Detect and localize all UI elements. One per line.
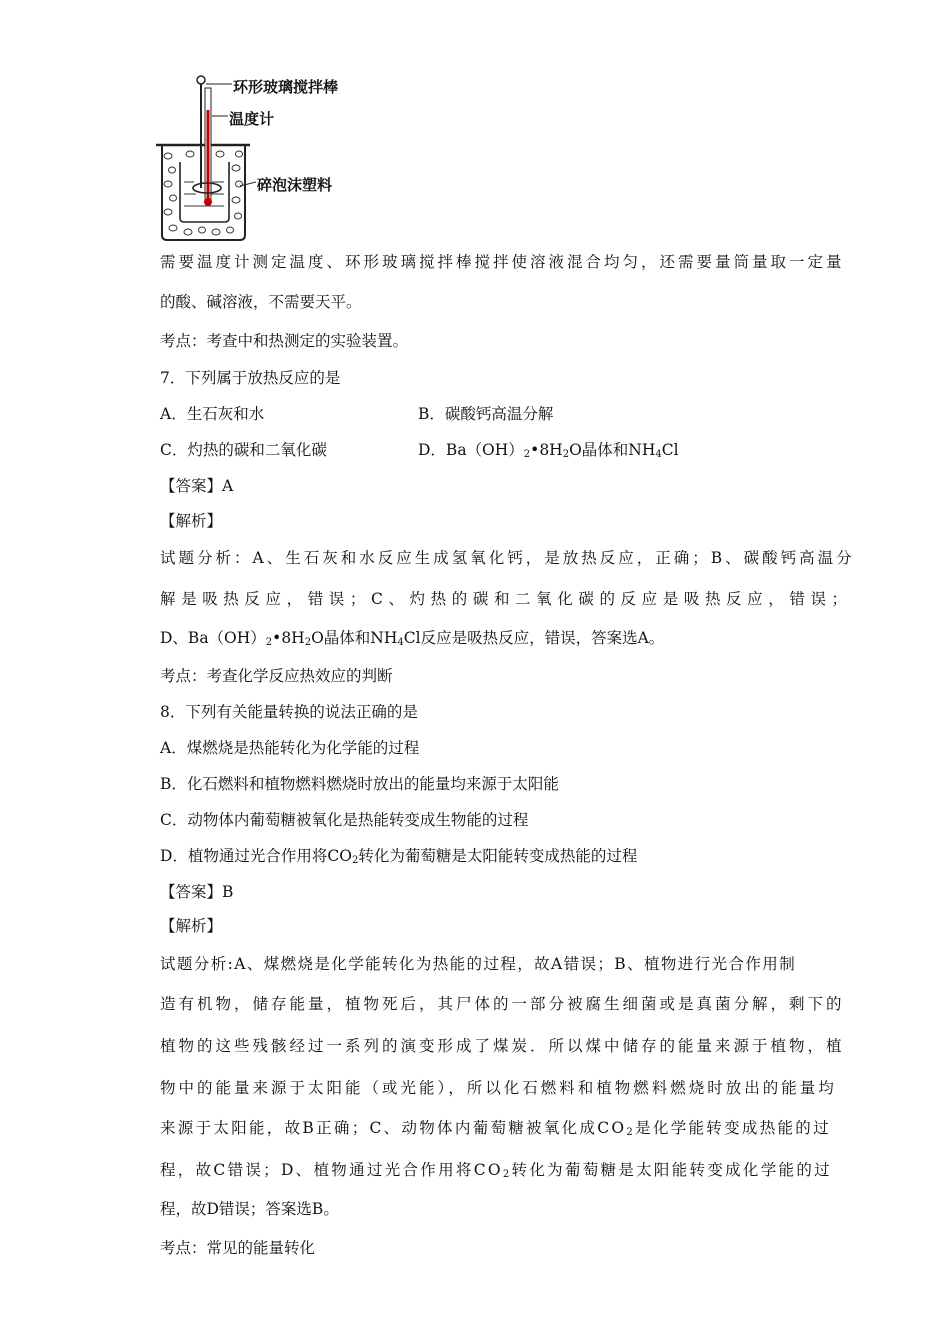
- q8-stem: 8．下列有关能量转换的说法正确的是: [160, 703, 418, 721]
- q8-option-d: [160, 844, 637, 866]
- q7-option-d-text: Cl: [661, 441, 679, 459]
- q7-analysis-text: Cl反应是吸热反应，错误，答案选A。: [403, 629, 665, 647]
- subscript: 2: [265, 637, 273, 648]
- q7-analysis-line-1: 试题分析：A、生石灰和水反应生成氢氧化钙，是放热反应，正确；B、碳酸钙高温分: [160, 549, 855, 567]
- q7-analysis-text: D、Ba（OH）: [160, 629, 266, 647]
- q7-analysis-line-3: [160, 626, 664, 648]
- q7-option-d: [418, 438, 679, 460]
- q8-option-d-text: 转化为葡萄糖是太阳能转变成热能的过程: [358, 847, 638, 865]
- q7-stem: 7．下列属于放热反应的是: [160, 369, 341, 387]
- q7-answer: 【答案】A: [160, 477, 234, 495]
- subscript: 2: [304, 637, 312, 648]
- q8-analysis-line-7: 程，故D错误；答案选B。: [160, 1200, 339, 1218]
- q8-answer: 【答案】B: [160, 883, 234, 901]
- q6-explain-line-1: 需要温度计测定温度、环形玻璃搅拌棒搅拌使溶液混合均匀，还需要量筒量取一定量: [160, 253, 845, 271]
- subscript: 2: [352, 855, 359, 866]
- q8-analysis-text: 转化为葡萄糖是太阳能转变成化学能的过: [511, 1161, 832, 1179]
- subscript: 4: [397, 637, 404, 648]
- q8-analysis-text: 程，故C错误；D、植物通过光合作用将CO: [160, 1161, 503, 1179]
- q7-analysis-line-2: 解是吸热反应，错误；C、灼热的碳和二氧化碳的反应是吸热反应，错误；: [160, 590, 853, 608]
- q7-analysis-text: O晶体和NH: [311, 629, 398, 647]
- q8-kaodian: 考点：常见的能量转化: [160, 1239, 316, 1257]
- q7-analysis-text: •8H: [272, 629, 305, 647]
- q8-analysis-line-1: 试题分析:A、煤燃烧是化学能转化为热能的过程，故A错误；B、植物进行光合作用制: [160, 955, 797, 973]
- q8-analysis-line-2: 造有机物，储存能量，植物死后，其尸体的一部分被腐生细菌或是真菌分解，剩下的: [160, 995, 845, 1013]
- q8-option-a: A．煤燃烧是热能转化为化学能的过程: [160, 739, 420, 757]
- thermometer-label: 温度计: [229, 110, 275, 128]
- q8-option-b: B．化石燃料和植物燃料燃烧时放出的能量均来源于太阳能: [160, 775, 559, 793]
- q7-jiexi-heading: 【解析】: [160, 512, 223, 530]
- q8-option-d-text: D．植物通过光合作用将CO: [160, 847, 352, 865]
- q8-analysis-line-4: 物中的能量来源于太阳能（或光能），所以化石燃料和植物燃料燃烧时放出的能量均: [160, 1079, 837, 1097]
- subscript: 2: [626, 1127, 636, 1138]
- q7-option-c: C．灼热的碳和二氧化碳: [160, 441, 327, 459]
- q7-option-b: B．碳酸钙高温分解: [418, 405, 554, 423]
- q8-analysis-line-3: 植物的这些残骸经过一系列的演变形成了煤炭．所以煤中储存的能量来源于植物，植: [160, 1037, 845, 1055]
- q7-option-a: A．生石灰和水: [160, 405, 265, 423]
- calorimeter-figure: [150, 70, 390, 245]
- subscript: 4: [655, 449, 662, 460]
- q7-option-d-text: O晶体和NH: [569, 441, 656, 459]
- subscript: 2: [562, 449, 570, 460]
- foam-label: 碎泡沫塑料: [257, 176, 333, 194]
- q7-option-d-text: •8H: [530, 441, 563, 459]
- q7-kaodian: 考点：考查化学反应热效应的判断: [160, 667, 393, 685]
- q7-option-d-text: D．Ba（OH）: [418, 441, 524, 459]
- subscript: 2: [523, 449, 531, 460]
- subscript: 2: [502, 1169, 512, 1180]
- stirrer-label: 环形玻璃搅拌棒: [233, 78, 339, 96]
- q8-analysis-line-5: [160, 1116, 831, 1138]
- q8-analysis-text: 来源于太阳能，故B正确；C、动物体内葡萄糖被氧化成CO: [160, 1119, 627, 1137]
- q6-explain-line-2: 的酸、碱溶液，不需要天平。: [160, 293, 362, 311]
- q8-jiexi-heading: 【解析】: [160, 917, 223, 935]
- q6-kaodian: 考点：考查中和热测定的实验装置。: [160, 332, 409, 350]
- q8-analysis-text: 是化学能转变成热能的过: [635, 1119, 831, 1137]
- q8-option-c: C．动物体内葡萄糖被氧化是热能转变成生物能的过程: [160, 811, 529, 829]
- q8-analysis-line-6: [160, 1158, 832, 1180]
